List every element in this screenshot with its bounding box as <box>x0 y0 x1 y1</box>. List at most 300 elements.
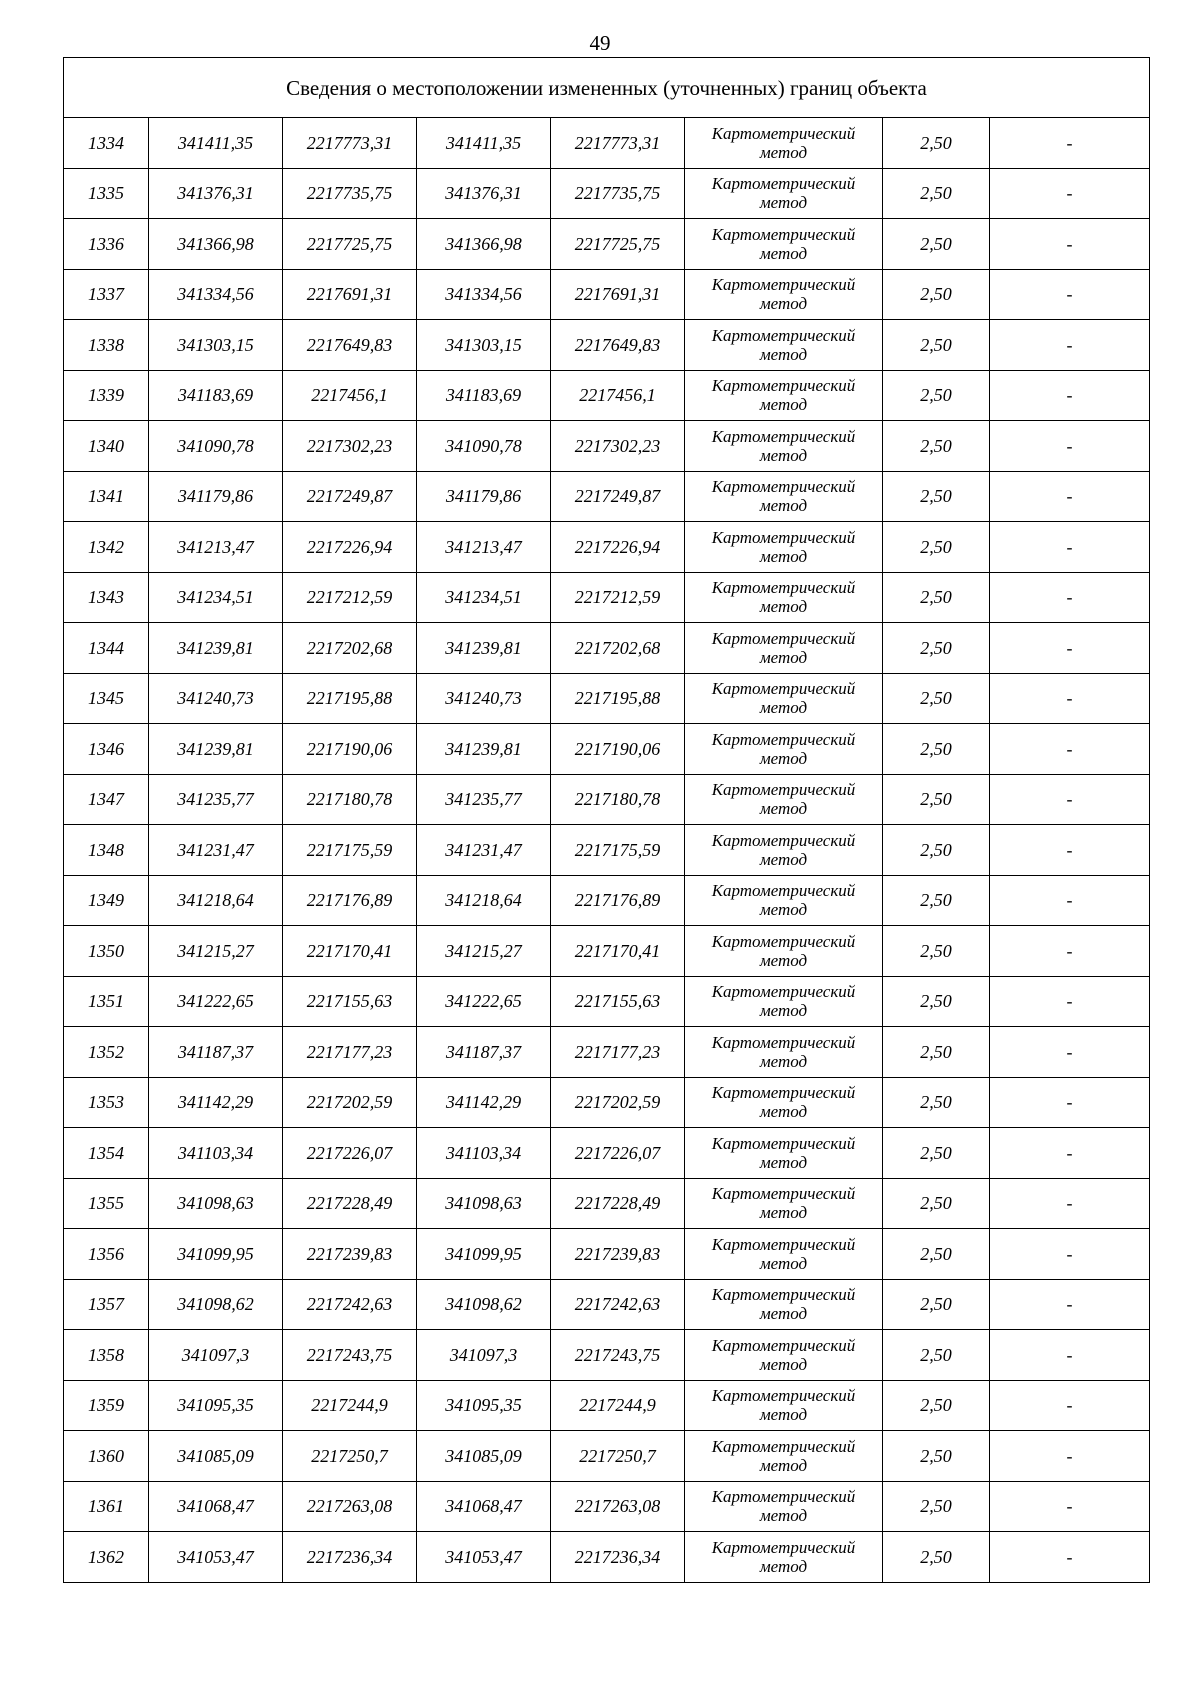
method-line-1: Картометрический <box>711 1487 856 1507</box>
y-refined-cell: 2217263,08 <box>551 1481 685 1532</box>
y-existing-cell: 2217243,75 <box>283 1330 417 1381</box>
method-cell <box>685 673 883 724</box>
method-cell <box>685 1330 883 1381</box>
method-cell <box>685 875 883 926</box>
y-refined-cell: 2217175,59 <box>551 825 685 876</box>
x-refined-cell: 341234,51 <box>417 572 551 623</box>
accuracy-cell: 2,50 <box>883 623 990 674</box>
x-refined-cell: 341068,47 <box>417 1481 551 1532</box>
table-row <box>64 825 1150 876</box>
y-existing-cell: 2217242,63 <box>283 1279 417 1330</box>
x-refined-cell: 341090,78 <box>417 421 551 472</box>
accuracy-cell: 2,50 <box>883 219 990 270</box>
table-body <box>64 58 1150 1583</box>
point-number-cell: 1359 <box>64 1380 149 1431</box>
x-existing-cell: 341085,09 <box>149 1431 283 1482</box>
accuracy-cell: 2,50 <box>883 774 990 825</box>
accuracy-cell: 2,50 <box>883 673 990 724</box>
point-number-cell: 1340 <box>64 421 149 472</box>
y-refined-cell: 2217735,75 <box>551 168 685 219</box>
method-line-1: Картометрический <box>711 931 856 951</box>
x-refined-cell: 341222,65 <box>417 976 551 1027</box>
y-refined-cell: 2217170,41 <box>551 926 685 977</box>
x-refined-cell: 341053,47 <box>417 1532 551 1583</box>
x-existing-cell: 341234,51 <box>149 572 283 623</box>
point-number-cell: 1344 <box>64 623 149 674</box>
x-existing-cell: 341099,95 <box>149 1229 283 1280</box>
x-refined-cell: 341334,56 <box>417 269 551 320</box>
point-number-cell: 1356 <box>64 1229 149 1280</box>
accuracy-cell: 2,50 <box>883 926 990 977</box>
y-existing-cell: 2217236,34 <box>283 1532 417 1583</box>
description-cell: - <box>990 1229 1150 1280</box>
x-existing-cell: 341218,64 <box>149 875 283 926</box>
method-cell <box>685 926 883 977</box>
y-refined-cell: 2217226,94 <box>551 522 685 573</box>
y-existing-cell: 2217263,08 <box>283 1481 417 1532</box>
y-refined-cell: 2217212,59 <box>551 572 685 623</box>
x-refined-cell: 341098,63 <box>417 1178 551 1229</box>
table-row <box>64 269 1150 320</box>
description-cell: - <box>990 926 1150 977</box>
accuracy-cell: 2,50 <box>883 1077 990 1128</box>
y-refined-cell: 2217239,83 <box>551 1229 685 1280</box>
x-refined-cell: 341085,09 <box>417 1431 551 1482</box>
table-row <box>64 168 1150 219</box>
method-line-1: Картометрический <box>711 1285 856 1305</box>
description-cell: - <box>990 825 1150 876</box>
method-cell <box>685 1027 883 1078</box>
x-refined-cell: 341179,86 <box>417 471 551 522</box>
method-cell <box>685 1532 883 1583</box>
accuracy-cell: 2,50 <box>883 370 990 421</box>
x-existing-cell: 341183,69 <box>149 370 283 421</box>
description-cell: - <box>990 269 1150 320</box>
table-row <box>64 421 1150 472</box>
method-line-1: Картометрический <box>711 224 856 244</box>
y-refined-cell: 2217773,31 <box>551 118 685 169</box>
table-row <box>64 370 1150 421</box>
description-cell: - <box>990 623 1150 674</box>
point-number-cell: 1339 <box>64 370 149 421</box>
y-existing-cell: 2217302,23 <box>283 421 417 472</box>
method-cell <box>685 1279 883 1330</box>
table-row <box>64 1027 1150 1078</box>
method-line-1: Картометрический <box>711 1386 856 1406</box>
x-existing-cell: 341215,27 <box>149 926 283 977</box>
y-refined-cell: 2217250,7 <box>551 1431 685 1482</box>
y-refined-cell: 2217244,9 <box>551 1380 685 1431</box>
accuracy-cell: 2,50 <box>883 1178 990 1229</box>
x-refined-cell: 341098,62 <box>417 1279 551 1330</box>
description-cell: - <box>990 471 1150 522</box>
accuracy-cell: 2,50 <box>883 320 990 371</box>
method-cell <box>685 168 883 219</box>
y-refined-cell: 2217242,63 <box>551 1279 685 1330</box>
accuracy-cell: 2,50 <box>883 1279 990 1330</box>
description-cell: - <box>990 1128 1150 1179</box>
method-cell <box>685 1380 883 1431</box>
point-number-cell: 1357 <box>64 1279 149 1330</box>
x-existing-cell: 341235,77 <box>149 774 283 825</box>
y-existing-cell: 2217202,59 <box>283 1077 417 1128</box>
accuracy-cell: 2,50 <box>883 421 990 472</box>
accuracy-cell: 2,50 <box>883 118 990 169</box>
method-line-2: метод <box>759 1405 808 1425</box>
x-refined-cell: 341097,3 <box>417 1330 551 1381</box>
method-line-2: метод <box>759 445 808 465</box>
point-number-cell: 1338 <box>64 320 149 371</box>
table-row <box>64 1532 1150 1583</box>
method-line-1: Картометрический <box>711 325 856 345</box>
y-existing-cell: 2217180,78 <box>283 774 417 825</box>
table-row <box>64 1380 1150 1431</box>
point-number-cell: 1358 <box>64 1330 149 1381</box>
x-existing-cell: 341095,35 <box>149 1380 283 1431</box>
y-existing-cell: 2217735,75 <box>283 168 417 219</box>
description-cell: - <box>990 421 1150 472</box>
table-header-row <box>64 58 1150 118</box>
x-refined-cell: 341231,47 <box>417 825 551 876</box>
point-number-cell: 1347 <box>64 774 149 825</box>
y-existing-cell: 2217155,63 <box>283 976 417 1027</box>
method-line-1: Картометрический <box>711 780 856 800</box>
point-number-cell: 1353 <box>64 1077 149 1128</box>
accuracy-cell: 2,50 <box>883 976 990 1027</box>
table-row <box>64 926 1150 977</box>
method-cell <box>685 976 883 1027</box>
method-cell <box>685 774 883 825</box>
method-line-1: Картометрический <box>711 578 856 598</box>
table-row <box>64 1481 1150 1532</box>
description-cell: - <box>990 168 1150 219</box>
method-line-2: метод <box>759 294 808 314</box>
description-cell: - <box>990 1279 1150 1330</box>
x-existing-cell: 341303,15 <box>149 320 283 371</box>
method-line-2: метод <box>759 1455 808 1475</box>
method-line-1: Картометрический <box>711 1083 856 1103</box>
x-existing-cell: 341103,34 <box>149 1128 283 1179</box>
x-refined-cell: 341411,35 <box>417 118 551 169</box>
table-row <box>64 471 1150 522</box>
accuracy-cell: 2,50 <box>883 1229 990 1280</box>
description-cell: - <box>990 976 1150 1027</box>
table-row <box>64 774 1150 825</box>
y-existing-cell: 2217226,07 <box>283 1128 417 1179</box>
accuracy-cell: 2,50 <box>883 1330 990 1381</box>
method-line-2: метод <box>759 1102 808 1122</box>
table-row <box>64 320 1150 371</box>
method-line-2: метод <box>759 900 808 920</box>
point-number-cell: 1350 <box>64 926 149 977</box>
y-refined-cell: 2217226,07 <box>551 1128 685 1179</box>
x-existing-cell: 341098,63 <box>149 1178 283 1229</box>
y-existing-cell: 2217244,9 <box>283 1380 417 1431</box>
x-existing-cell: 341231,47 <box>149 825 283 876</box>
description-cell: - <box>990 774 1150 825</box>
point-number-cell: 1346 <box>64 724 149 775</box>
method-line-1: Картометрический <box>711 376 856 396</box>
method-cell <box>685 219 883 270</box>
point-number-cell: 1341 <box>64 471 149 522</box>
accuracy-cell: 2,50 <box>883 522 990 573</box>
method-line-2: метод <box>759 748 808 768</box>
y-existing-cell: 2217249,87 <box>283 471 417 522</box>
method-line-1: Картометрический <box>711 1133 856 1153</box>
method-line-2: метод <box>759 1556 808 1576</box>
method-line-1: Картометрический <box>711 1234 856 1254</box>
x-refined-cell: 341218,64 <box>417 875 551 926</box>
method-line-2: метод <box>759 647 808 667</box>
y-existing-cell: 2217202,68 <box>283 623 417 674</box>
page-number: 49 <box>589 31 611 55</box>
table-row <box>64 1128 1150 1179</box>
point-number-cell: 1361 <box>64 1481 149 1532</box>
accuracy-cell: 2,50 <box>883 1027 990 1078</box>
method-line-2: метод <box>759 546 808 566</box>
x-existing-cell: 341053,47 <box>149 1532 283 1583</box>
method-line-1: Картометрический <box>711 1537 856 1557</box>
method-line-1: Картометрический <box>711 1032 856 1052</box>
description-cell: - <box>990 118 1150 169</box>
point-number-cell: 1351 <box>64 976 149 1027</box>
x-existing-cell: 341376,31 <box>149 168 283 219</box>
point-number-cell: 1354 <box>64 1128 149 1179</box>
point-number-cell: 1349 <box>64 875 149 926</box>
table-row <box>64 572 1150 623</box>
x-existing-cell: 341090,78 <box>149 421 283 472</box>
x-existing-cell: 341179,86 <box>149 471 283 522</box>
x-existing-cell: 341366,98 <box>149 219 283 270</box>
method-line-1: Картометрический <box>711 1184 856 1204</box>
table-row <box>64 1178 1150 1229</box>
method-line-2: метод <box>759 243 808 263</box>
y-existing-cell: 2217228,49 <box>283 1178 417 1229</box>
y-existing-cell: 2217195,88 <box>283 673 417 724</box>
description-cell: - <box>990 1380 1150 1431</box>
table-row <box>64 219 1150 270</box>
y-existing-cell: 2217239,83 <box>283 1229 417 1280</box>
x-existing-cell: 341098,62 <box>149 1279 283 1330</box>
boundary-coordinates-table <box>63 57 1150 1583</box>
method-cell <box>685 421 883 472</box>
method-line-2: метод <box>759 1304 808 1324</box>
x-refined-cell: 341239,81 <box>417 724 551 775</box>
description-cell: - <box>990 320 1150 371</box>
x-existing-cell: 341411,35 <box>149 118 283 169</box>
y-existing-cell: 2217226,94 <box>283 522 417 573</box>
method-cell <box>685 1128 883 1179</box>
method-line-2: метод <box>759 698 808 718</box>
y-existing-cell: 2217773,31 <box>283 118 417 169</box>
accuracy-cell: 2,50 <box>883 572 990 623</box>
y-refined-cell: 2217195,88 <box>551 673 685 724</box>
table-row <box>64 1330 1150 1381</box>
accuracy-cell: 2,50 <box>883 1128 990 1179</box>
x-refined-cell: 341183,69 <box>417 370 551 421</box>
x-existing-cell: 341334,56 <box>149 269 283 320</box>
x-existing-cell: 341068,47 <box>149 1481 283 1532</box>
point-number-cell: 1334 <box>64 118 149 169</box>
method-cell <box>685 1431 883 1482</box>
method-line-1: Картометрический <box>711 679 856 699</box>
method-line-2: метод <box>759 950 808 970</box>
method-line-2: метод <box>759 849 808 869</box>
table-row <box>64 522 1150 573</box>
y-existing-cell: 2217190,06 <box>283 724 417 775</box>
accuracy-cell: 2,50 <box>883 1380 990 1431</box>
x-existing-cell: 341142,29 <box>149 1077 283 1128</box>
description-cell: - <box>990 1532 1150 1583</box>
method-cell <box>685 572 883 623</box>
method-cell <box>685 370 883 421</box>
x-refined-cell: 341376,31 <box>417 168 551 219</box>
method-line-2: метод <box>759 344 808 364</box>
table-row <box>64 623 1150 674</box>
x-refined-cell: 341095,35 <box>417 1380 551 1431</box>
method-line-2: метод <box>759 1253 808 1273</box>
point-number-cell: 1355 <box>64 1178 149 1229</box>
x-refined-cell: 341142,29 <box>417 1077 551 1128</box>
method-line-1: Картометрический <box>711 275 856 295</box>
y-existing-cell: 2217649,83 <box>283 320 417 371</box>
method-line-1: Картометрический <box>711 477 856 497</box>
accuracy-cell: 2,50 <box>883 1481 990 1532</box>
y-refined-cell: 2217202,59 <box>551 1077 685 1128</box>
accuracy-cell: 2,50 <box>883 269 990 320</box>
x-refined-cell: 341103,34 <box>417 1128 551 1179</box>
y-refined-cell: 2217691,31 <box>551 269 685 320</box>
y-refined-cell: 2217456,1 <box>551 370 685 421</box>
point-number-cell: 1362 <box>64 1532 149 1583</box>
method-line-1: Картометрический <box>711 527 856 547</box>
y-existing-cell: 2217250,7 <box>283 1431 417 1482</box>
description-cell: - <box>990 724 1150 775</box>
method-line-2: метод <box>759 1001 808 1021</box>
table-row <box>64 1279 1150 1330</box>
description-cell: - <box>990 1330 1150 1381</box>
method-line-1: Картометрический <box>711 123 856 143</box>
method-cell <box>685 825 883 876</box>
y-refined-cell: 2217202,68 <box>551 623 685 674</box>
y-refined-cell: 2217177,23 <box>551 1027 685 1078</box>
x-existing-cell: 341239,81 <box>149 623 283 674</box>
point-number-cell: 1335 <box>64 168 149 219</box>
y-refined-cell: 2217725,75 <box>551 219 685 270</box>
x-refined-cell: 341235,77 <box>417 774 551 825</box>
description-cell: - <box>990 1481 1150 1532</box>
accuracy-cell: 2,50 <box>883 168 990 219</box>
y-refined-cell: 2217176,89 <box>551 875 685 926</box>
x-refined-cell: 341240,73 <box>417 673 551 724</box>
method-line-2: метод <box>759 1506 808 1526</box>
point-number-cell: 1345 <box>64 673 149 724</box>
point-number-cell: 1360 <box>64 1431 149 1482</box>
method-cell <box>685 623 883 674</box>
table-row <box>64 1229 1150 1280</box>
table-row <box>64 118 1150 169</box>
description-cell: - <box>990 875 1150 926</box>
y-existing-cell: 2217176,89 <box>283 875 417 926</box>
y-existing-cell: 2217725,75 <box>283 219 417 270</box>
method-line-2: метод <box>759 1203 808 1223</box>
method-line-1: Картометрический <box>711 830 856 850</box>
table-header: Сведения о местоположении измененных (уточненных) границ объекта <box>64 58 1150 118</box>
method-cell <box>685 522 883 573</box>
method-line-2: метод <box>759 1354 808 1374</box>
method-cell <box>685 471 883 522</box>
table-row <box>64 673 1150 724</box>
y-existing-cell: 2217170,41 <box>283 926 417 977</box>
x-existing-cell: 341187,37 <box>149 1027 283 1078</box>
x-refined-cell: 341366,98 <box>417 219 551 270</box>
table-row <box>64 875 1150 926</box>
y-refined-cell: 2217649,83 <box>551 320 685 371</box>
accuracy-cell: 2,50 <box>883 724 990 775</box>
description-cell: - <box>990 219 1150 270</box>
method-cell <box>685 269 883 320</box>
point-number-cell: 1342 <box>64 522 149 573</box>
method-line-1: Картометрический <box>711 1335 856 1355</box>
description-cell: - <box>990 522 1150 573</box>
accuracy-cell: 2,50 <box>883 825 990 876</box>
description-cell: - <box>990 572 1150 623</box>
accuracy-cell: 2,50 <box>883 1532 990 1583</box>
y-existing-cell: 2217177,23 <box>283 1027 417 1078</box>
y-refined-cell: 2217249,87 <box>551 471 685 522</box>
description-cell: - <box>990 1027 1150 1078</box>
method-line-1: Картометрический <box>711 628 856 648</box>
method-line-2: метод <box>759 597 808 617</box>
method-line-1: Картометрический <box>711 881 856 901</box>
method-line-1: Картометрический <box>711 729 856 749</box>
method-line-2: метод <box>759 395 808 415</box>
x-refined-cell: 341187,37 <box>417 1027 551 1078</box>
method-cell <box>685 724 883 775</box>
y-refined-cell: 2217155,63 <box>551 976 685 1027</box>
table-row <box>64 1431 1150 1482</box>
y-refined-cell: 2217302,23 <box>551 421 685 472</box>
method-line-1: Картометрический <box>711 426 856 446</box>
y-refined-cell: 2217228,49 <box>551 1178 685 1229</box>
method-cell <box>685 1229 883 1280</box>
accuracy-cell: 2,50 <box>883 471 990 522</box>
point-number-cell: 1343 <box>64 572 149 623</box>
description-cell: - <box>990 370 1150 421</box>
point-number-cell: 1336 <box>64 219 149 270</box>
method-line-2: метод <box>759 1051 808 1071</box>
y-existing-cell: 2217691,31 <box>283 269 417 320</box>
x-refined-cell: 341213,47 <box>417 522 551 573</box>
table-row <box>64 724 1150 775</box>
point-number-cell: 1348 <box>64 825 149 876</box>
y-refined-cell: 2217190,06 <box>551 724 685 775</box>
method-cell <box>685 1481 883 1532</box>
method-line-1: Картометрический <box>711 174 856 194</box>
table-row <box>64 1077 1150 1128</box>
point-number-cell: 1352 <box>64 1027 149 1078</box>
y-refined-cell: 2217243,75 <box>551 1330 685 1381</box>
table-row <box>64 976 1150 1027</box>
method-line-2: метод <box>759 496 808 516</box>
x-refined-cell: 341099,95 <box>417 1229 551 1280</box>
method-line-2: метод <box>759 799 808 819</box>
x-refined-cell: 341303,15 <box>417 320 551 371</box>
x-existing-cell: 341097,3 <box>149 1330 283 1381</box>
x-refined-cell: 341215,27 <box>417 926 551 977</box>
point-number-cell: 1337 <box>64 269 149 320</box>
description-cell: - <box>990 1431 1150 1482</box>
